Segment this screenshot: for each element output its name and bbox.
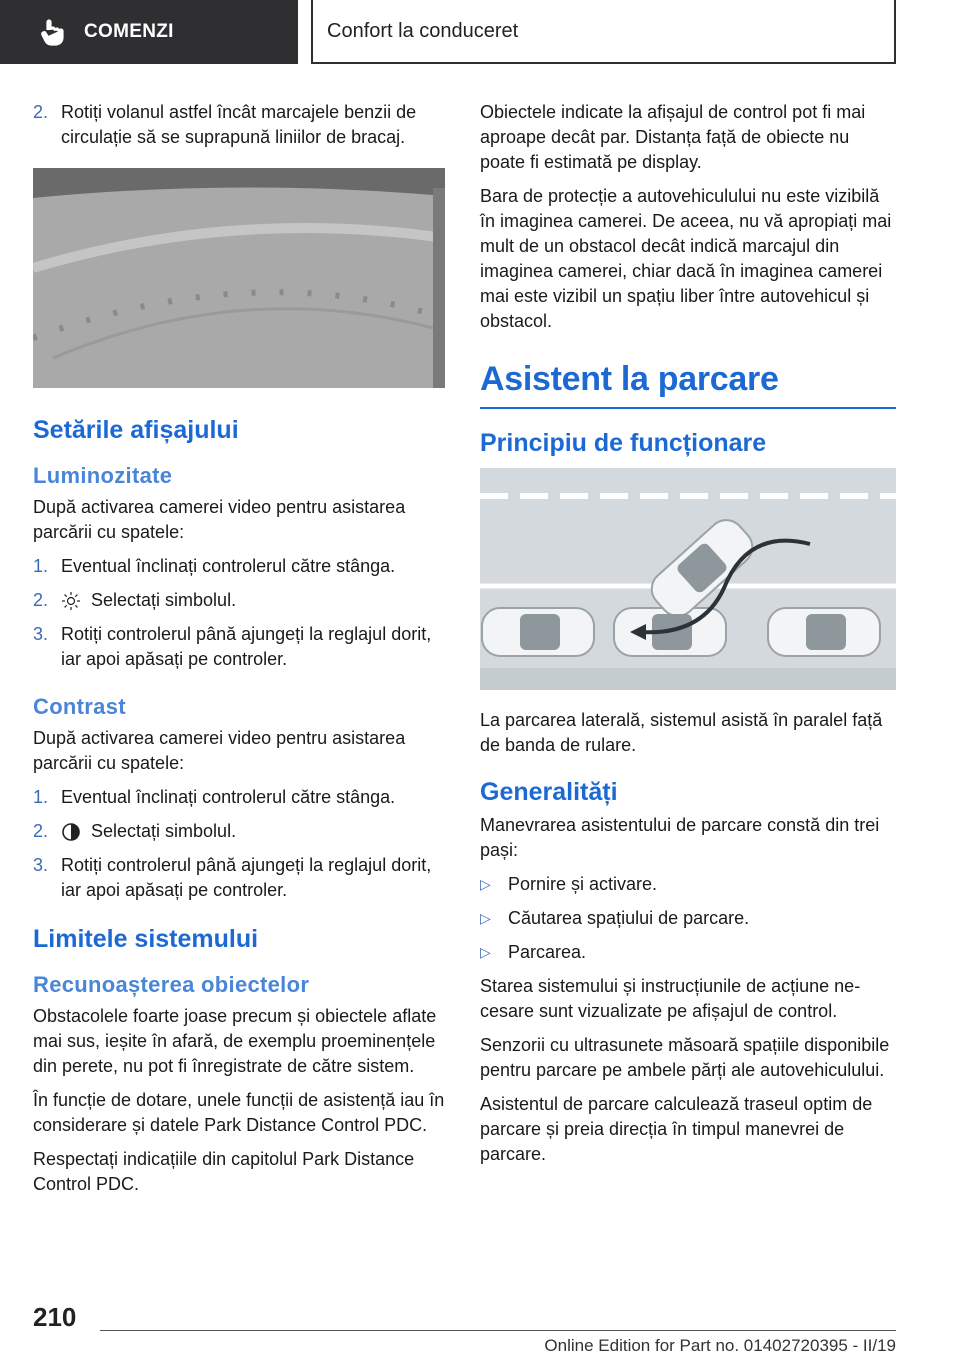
brightness-sun-icon	[61, 591, 81, 611]
step-number: 2.	[33, 821, 49, 841]
list-item	[33, 785, 445, 810]
brightness-intro: După activarea camerei video pentru asistarea parcării cu spatele:	[33, 497, 406, 542]
bullet-triangle-icon: ▷	[480, 910, 491, 926]
contrast-half-circle-icon	[61, 822, 81, 842]
chapter-label: Confort la conduceret	[327, 19, 519, 42]
step-text: Rotiți volanul astfel încât marcajele benzii de circulație să se suprapună liniilor de bracaj.	[61, 102, 417, 147]
heading-display-settings: Setările afișajului	[33, 416, 239, 444]
parking-illustration	[480, 468, 896, 690]
bullet-text: Pornire și activare.	[508, 874, 658, 894]
image-caption: La parcarea laterală, sistemul asistă în paralel față de banda de rulare.	[480, 710, 883, 755]
list-item	[33, 588, 445, 613]
right-column	[480, 100, 896, 1176]
list-item	[33, 100, 445, 150]
left-column	[33, 100, 445, 1206]
step-number: 2.	[33, 102, 49, 122]
section-label: COMENZI	[84, 21, 174, 42]
paragraph: Asistentul de parcare calculează traseul optim de parcare și preia direcția în timpul manevrei de parcare.	[480, 1094, 873, 1164]
heading-general: Generalități	[480, 778, 618, 806]
bullet-triangle-icon: ▷	[480, 944, 491, 960]
contrast-intro: După activarea camerei video pentru asistarea parcării cu spatele:	[33, 728, 406, 773]
page-number: 210	[33, 1302, 77, 1332]
list-item	[33, 819, 445, 844]
step-number: 3.	[33, 855, 49, 875]
heading-principle: Principiu de funcționare	[480, 429, 767, 457]
list-item	[480, 872, 896, 897]
paragraph: Obstacolele foarte joase precum și obiectele aflate mai sus, ieșite în afară, de exemplu proeminențele din perete, nu pot fi înregistrate de către sistem.	[33, 1006, 437, 1076]
bullet-text: Parcarea.	[508, 942, 587, 962]
list-item	[33, 853, 445, 903]
paragraph: În funcție de dotare, unele funcții de asistență iau în considerare și datele Park Distance Control PDC.	[33, 1090, 445, 1135]
list-item	[480, 906, 896, 931]
list-item	[33, 622, 445, 672]
paragraph: Manevrarea asistentului de parcare constă din trei pași:	[480, 815, 880, 860]
paragraph: Respectați indicațiile din capitolul Park Distance Control PDC.	[33, 1149, 415, 1194]
heading-system-limits: Limitele sistemului	[33, 925, 259, 953]
step-text: Rotiți controlerul până ajungeți la reglajul dorit, iar apoi apăsați pe controler.	[61, 855, 432, 900]
heading-object-recognition: Recunoașterea obiectelor	[33, 972, 310, 997]
chapter-tab	[311, 0, 896, 64]
paragraph: Senzorii cu ultrasunete măsoară spațiile disponibile pentru parcare pe ambele părți ale autovehiculului.	[480, 1035, 890, 1080]
step-number: 3.	[33, 624, 49, 644]
heading-parking-assistant: Asistent la parcare	[480, 360, 779, 398]
step-text: Rotiți controlerul până ajungeți la reglajul dorit, iar apoi apăsați pe controler.	[61, 624, 432, 669]
step-number: 2.	[33, 590, 49, 610]
heading-rule	[480, 407, 896, 409]
step-text: Eventual înclinați controlerul către stânga.	[61, 787, 396, 807]
page-header	[0, 0, 960, 66]
step-number: 1.	[33, 787, 49, 807]
heading-brightness: Luminozitate	[33, 463, 173, 488]
section-tab	[0, 0, 298, 64]
paragraph: Obiectele indicate la afișajul de control pot fi mai aproape decât par. Distanța față de obiecte nu poate fi estimată pe display.	[480, 102, 866, 172]
footer-rule	[100, 1330, 896, 1331]
paragraph: Starea sistemului și instrucțiunile de acțiune necesare sunt vizualizate pe afișajul de control.	[480, 976, 861, 1021]
list-item	[480, 940, 896, 965]
footer-edition: Online Edition for Part no. 01402720395 - II/19	[544, 1336, 896, 1355]
paragraph: Bara de protecție a autovehiculului nu este vizibilă în imaginea camerei. De aceea, nu vă apropiați mai mult de un obstacol decât indică marcajul din imaginea camerei, chiar dacă în imaginea camerei mai este vizibil un spațiu liber între autovehicul și obstacol.	[480, 186, 892, 331]
bullet-text: Căutarea spațiului de parcare.	[508, 908, 750, 928]
list-item	[33, 554, 445, 579]
hand-pointer-icon	[38, 17, 68, 47]
heading-contrast: Contrast	[33, 694, 126, 719]
bullet-triangle-icon: ▷	[480, 876, 491, 892]
step-text: Selectați simbolul.	[91, 590, 237, 610]
step-number: 1.	[33, 556, 49, 576]
step-text: Eventual înclinați controlerul către stânga.	[61, 556, 396, 576]
camera-image	[33, 168, 445, 388]
step-text: Selectați simbolul.	[91, 821, 237, 841]
